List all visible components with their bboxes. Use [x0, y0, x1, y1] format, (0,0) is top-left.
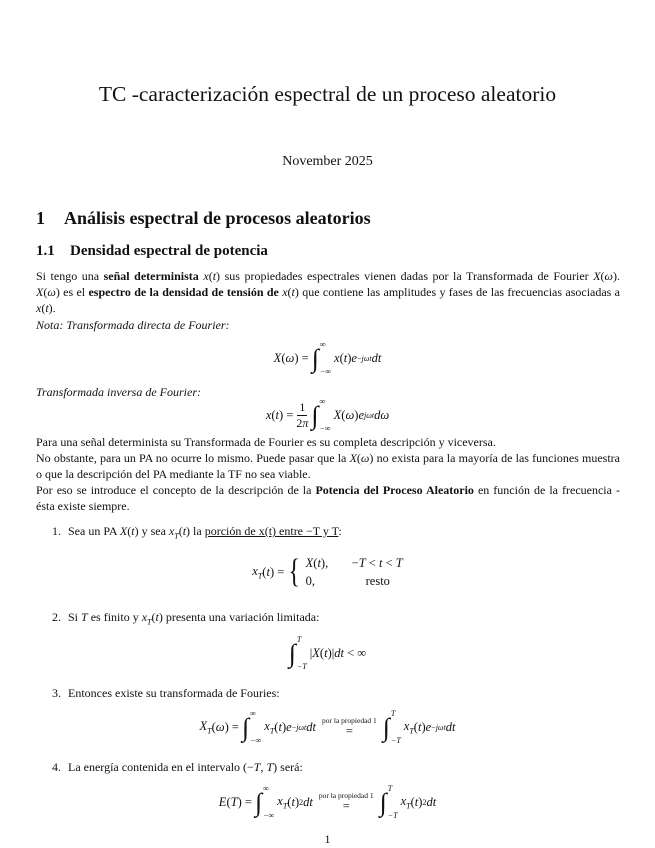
- bold-term-deterministic: señal determinista: [103, 269, 199, 283]
- note-direct-transform: Nota: Transformada directa de Fourier:: [36, 318, 230, 332]
- equation-bounded-variation: ∫ T −T | X ( t )| dt < ∞: [288, 635, 367, 671]
- equation-truncated-process: $x_T$ ( t ) = { X(t), −T < t < T 0, resto: [252, 553, 403, 590]
- list-item: 3. Entonces existe su transformada de Fouries:: [52, 686, 280, 700]
- list-item: 4. La energía contenida en el intervalo (−T, T) será:: [52, 760, 303, 774]
- paragraph-pa-description: Para una señal determinista su Transformada de Fourier es su completa descripción y viceversa. No obstante, para un PA no ocurre lo mismo. Puede pasar que la X(ω) no exista para la mayoría de las funciones muestra o que la descripción del PA mediante la TF no sea viable. Por eso se introduce el concepto de la descripción de la Potencia del Proceso Aleatorio en función de la frecuencia - ésta existe siempre.: [36, 435, 620, 513]
- note-inverse-transform: Transformada inversa de Fourier:: [36, 385, 201, 399]
- equation-energy: E ( T ) = ∫ ∞ −∞ $x_T$ ( t ) 2 dt por la propiedad 1 = ∫ T −T $x_T$ ( t ) 2 dt: [218, 784, 437, 820]
- document-date: November 2025: [282, 154, 373, 169]
- section-title: Análisis espectral de procesos aleatorios: [64, 208, 371, 228]
- bold-term-spectrum: espectro de la densidad de tensión de: [88, 285, 279, 299]
- list-item: 2. Si T es finito y $x_T(t)$ presenta una variación limitada:: [52, 610, 320, 627]
- subsection-title: Densidad espectral de potencia: [70, 243, 268, 259]
- section-number: 1: [36, 208, 45, 228]
- bold-term-power: Potencia del Proceso Aleatorio: [315, 483, 474, 497]
- intro-paragraph: Si tengo una señal determinista x(t) sus propiedades espectrales vienen dadas por la Transformada de Fourier X(ω). X(ω) es el espectro de la densidad de tensión de x(t) que contiene las amplitudes y fases de las frecuencias asociadas a x(t).: [36, 269, 621, 315]
- document-title: TC -caracterización espectral de un proceso aleatorio: [98, 82, 557, 106]
- subsection-number: 1.1: [36, 243, 55, 259]
- equation-truncated-fourier: $X_T$ ( ω ) = ∫ ∞ −∞ $x_T$ ( t ) e −jωt dt por la propiedad 1 = ∫ T −T $x_T$ ( t ) e −jωt dt: [199, 709, 456, 745]
- subsection-heading: [36, 243, 268, 260]
- underlined-portion: porción de x(t) entre −T y T: [204, 524, 339, 538]
- section-heading: [36, 208, 371, 229]
- page-number: 1: [324, 832, 331, 846]
- equation-inverse-fourier: x ( t ) = $\frac{1}{2\pi}$ ∫ ∞ −∞ X ( ω ) e jωt dω: [265, 397, 390, 433]
- equation-direct-fourier: X ( ω ) = ∫ ∞ −∞ x ( t ) e −jωt dt: [273, 340, 382, 376]
- list-item: 1. Sea un PA X(t) y sea $x_T(t)$ la porción de x(t) entre −T y T:: [52, 524, 342, 541]
